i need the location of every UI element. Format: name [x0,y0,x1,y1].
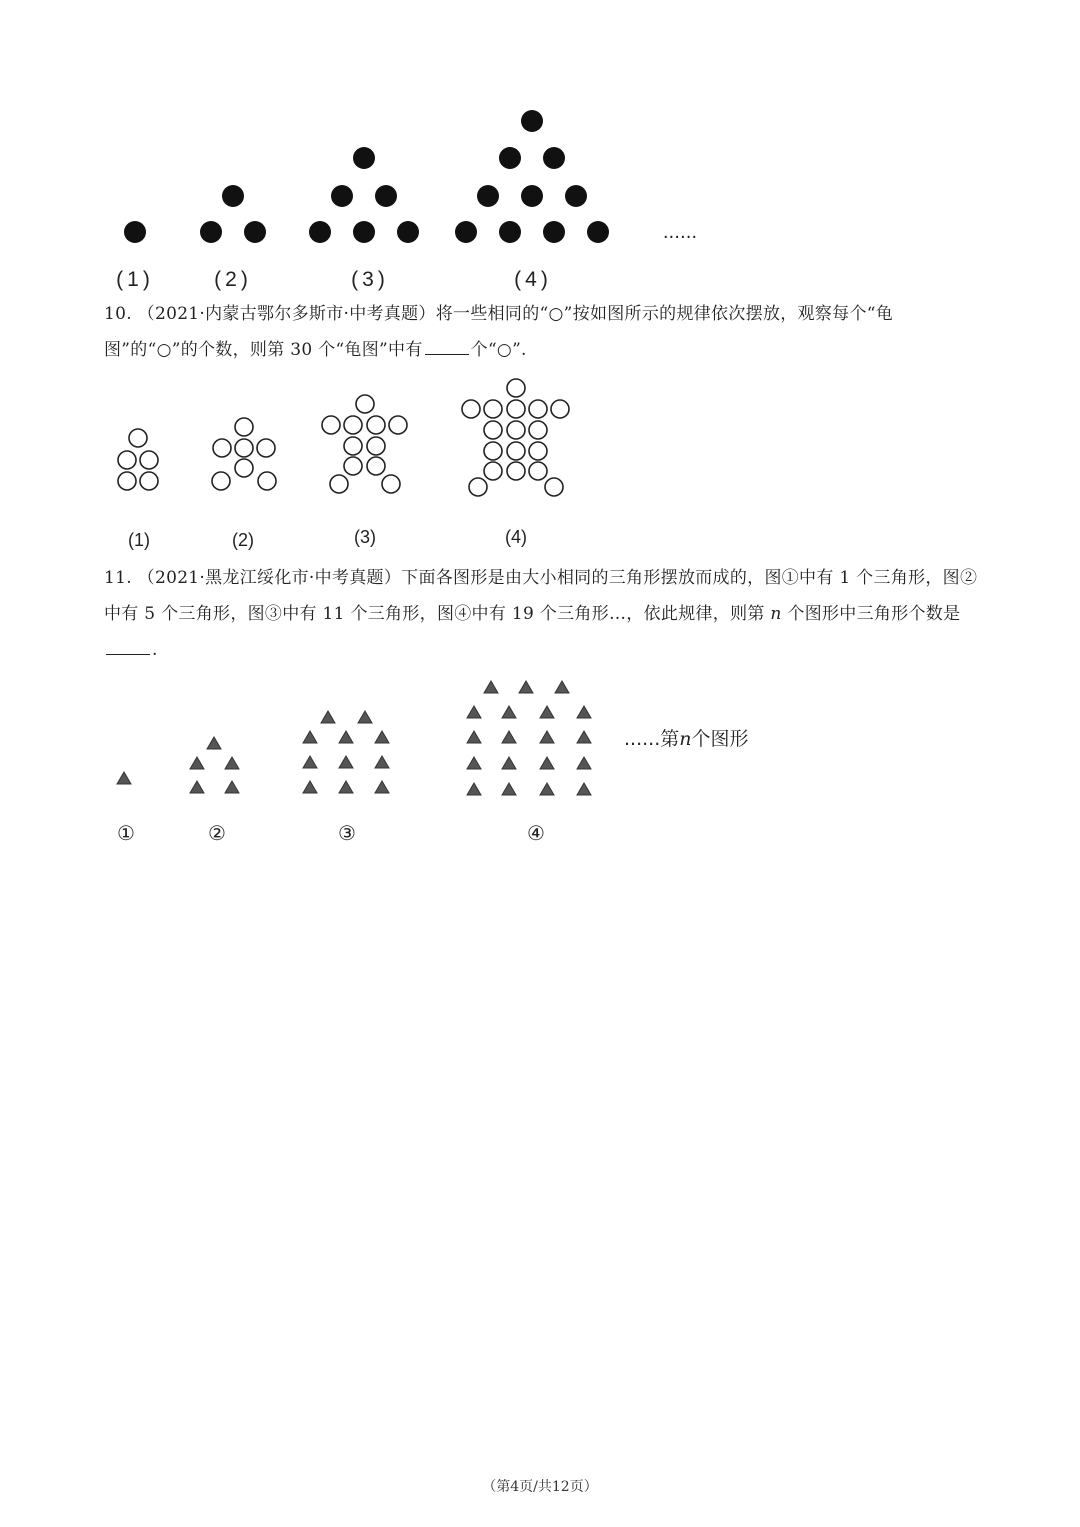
caption-suffix: 个图形 [691,728,749,750]
question-number: 10. [104,304,132,324]
figure1-label-3: (3) [351,268,389,291]
question-text: 下面各图形是由大小相同的三角形摆放而成的，图①中有 1 个三角形，图②中有 5 个三角形，图③中有 11 个三角形，图④中有 19 个三角形…，依此规律，则第 [104,568,978,624]
turtle-label-4: (4) [505,527,527,547]
question-text-end: 个“○”. [470,340,527,360]
question-text-end: . [152,640,158,660]
triangle-label-3: ③ [338,821,356,845]
caption-prefix: ......第 [624,728,680,750]
triangle-label-2: ② [208,821,226,845]
figure1-ellipsis: ...... [662,222,698,243]
question-source: （2021·黑龙江绥化市·中考真题） [137,568,402,588]
turtle-label-2: (2) [232,530,254,550]
turtle-label-3: (3) [354,527,376,547]
figure1-label-1: (1) [116,268,154,291]
question-number: 11. [104,568,132,588]
caption-var: n [679,728,692,750]
triangle-pattern-4 [467,681,591,795]
triangle-caption [624,728,749,750]
variable-n: n [770,604,782,624]
triangle-label-4: ④ [527,821,545,845]
question-source: （2021·内蒙古鄂尔多斯市·中考真题） [137,304,436,324]
question-text-2: 个图形中三角形个数是 [787,604,961,624]
page-footer: （第4页/共12页） [482,1479,598,1495]
triangle-label-1: ① [117,821,135,845]
turtle-label-1: (1) [128,530,150,550]
figure1-label-2: (2) [214,268,252,291]
question-text: 将一些相同的“○”按如图所示的规律依次摆放，观察每个“龟图”的“○”的个数，则第 30 个“龟图”中有 [104,304,894,360]
triangle-pattern-1 [117,772,131,784]
figure1-label-4: (4) [514,268,552,291]
triangle-pattern-3 [303,711,389,793]
triangle-pattern-2 [190,737,239,793]
